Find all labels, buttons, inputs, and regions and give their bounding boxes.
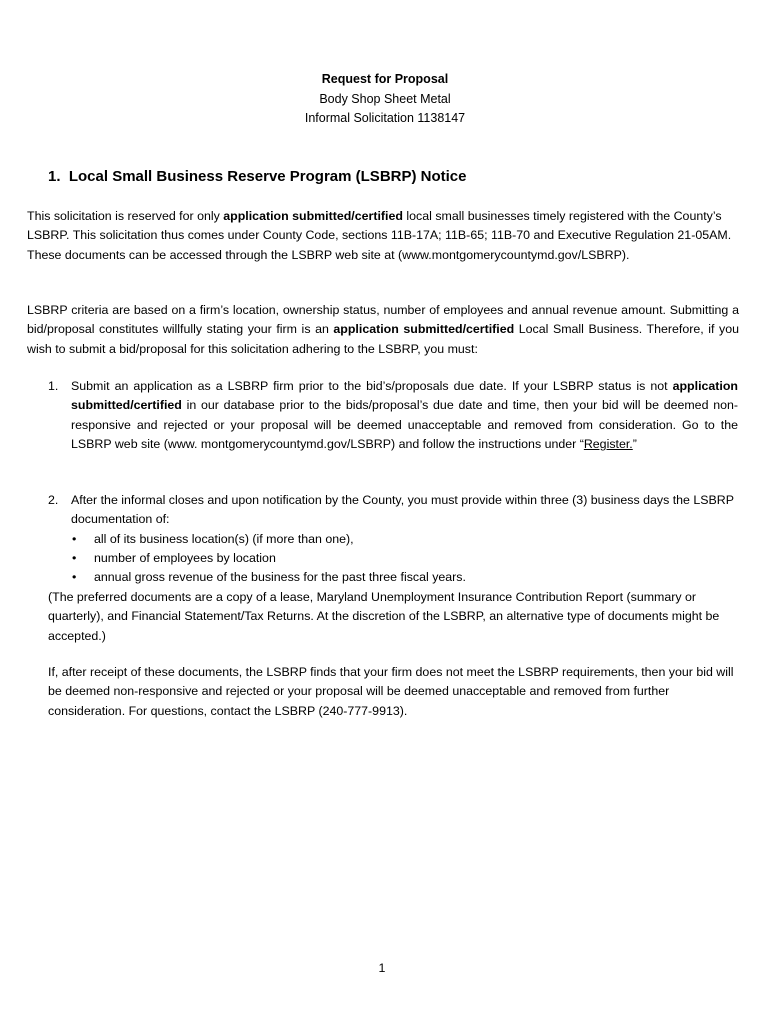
list-text-2: After the informal closes and upon notification by the County, you must provide within three (3) business days the LSBRP documentation of: — [71, 493, 734, 527]
header-title: Request for Proposal — [321, 72, 449, 86]
list-text-1 — [71, 377, 738, 454]
bullet-text: annual gross revenue of the business for the past three fiscal years. — [94, 570, 466, 585]
criteria-text-b: Local Small Business. Therefore, if you wish to submit a bid/proposal for this solicitation adhering to the LSBRP, you must: — [27, 322, 739, 356]
intro-bold: application submitted/certified — [223, 209, 403, 223]
document-header — [0, 70, 770, 129]
section-title: Local Small Business Reserve Program (LSBRP) Notice — [68, 168, 467, 185]
bullet-item — [48, 549, 738, 568]
bullet-text: number of employees by location — [94, 550, 276, 565]
item1-text-c: ” — [632, 436, 637, 451]
list-item-1 — [48, 377, 738, 454]
item1-text-a: Submit an application as a LSBRP firm prior to the bid’s/proposals due date. If your LSBRP status is not — [71, 379, 673, 393]
intro-paragraph — [27, 207, 747, 265]
bullet-item — [48, 530, 738, 549]
bullet-icon: • — [72, 550, 77, 565]
intro-text-b: local small businesses timely registered with the County’s LSBRP. This solicitation thus comes under County Code, sections 11B-17A; 11B-65; 11B-70 and Executive Regulation 21-05AM. These documents can be accessed through the LSBRP web site at (www.montgomerycountymd.gov/LSBRP). — [27, 209, 732, 262]
item1-text-b: in our database prior to the bids/proposal’s due date and time, then your bid will be deemed non-responsive and rejected or your proposal will be deemed unacceptable and removed from consideration. Go to the LSBRP web site (www. montgomerycountymd.gov/LSBRP) and follow the instructions under “ — [71, 398, 738, 451]
list-number-1: 1. — [48, 379, 59, 393]
preferred-documents-paragraph: (The preferred documents are a copy of a lease, Maryland Unemployment Insurance Contribution Report (summary or quarterly), and Financial Statement/Tax Returns. At the discretion of the LSBRP, an alternative type of documents might be accepted.) — [48, 590, 720, 643]
bullet-item — [48, 568, 738, 587]
list-number-2: 2. — [48, 493, 59, 507]
list-item-2 — [48, 491, 738, 587]
section-number: 1. — [48, 168, 61, 185]
criteria-text-a: LSBRP criteria are based on a firm’s location, ownership status, number of employees and annual revenue amount. Submitting a bid/proposal constitutes willfully stating your firm is an — [27, 303, 739, 337]
intro-text-a: This solicitation is reserved for only — [27, 209, 224, 223]
criteria-paragraph — [27, 301, 739, 359]
header-subtitle: Body Shop Sheet Metal — [319, 91, 451, 106]
requirements-paragraph: If, after receipt of these documents, the LSBRP finds that your firm does not meet the LSBRP requirements, then your bid will be deemed non-responsive and rejected or your proposal will be deemed unacceptable and removed from further consideration. For questions, contact the LSBRP (240-777-9913). — [48, 665, 734, 718]
header-solicitation: Informal Solicitation 1138147 — [304, 111, 466, 125]
bullet-text: all of its business location(s) (if more than one), — [94, 531, 354, 546]
register-link[interactable]: Register. — [583, 436, 633, 451]
page-number: 1 — [378, 961, 386, 975]
documentation-bullets — [48, 530, 738, 588]
criteria-bold: application submitted/certified — [333, 322, 515, 337]
bullet-icon: • — [72, 570, 77, 585]
section-heading — [48, 167, 467, 187]
item1-bold: application submitted/certified — [71, 379, 738, 413]
bullet-icon: • — [72, 531, 77, 546]
